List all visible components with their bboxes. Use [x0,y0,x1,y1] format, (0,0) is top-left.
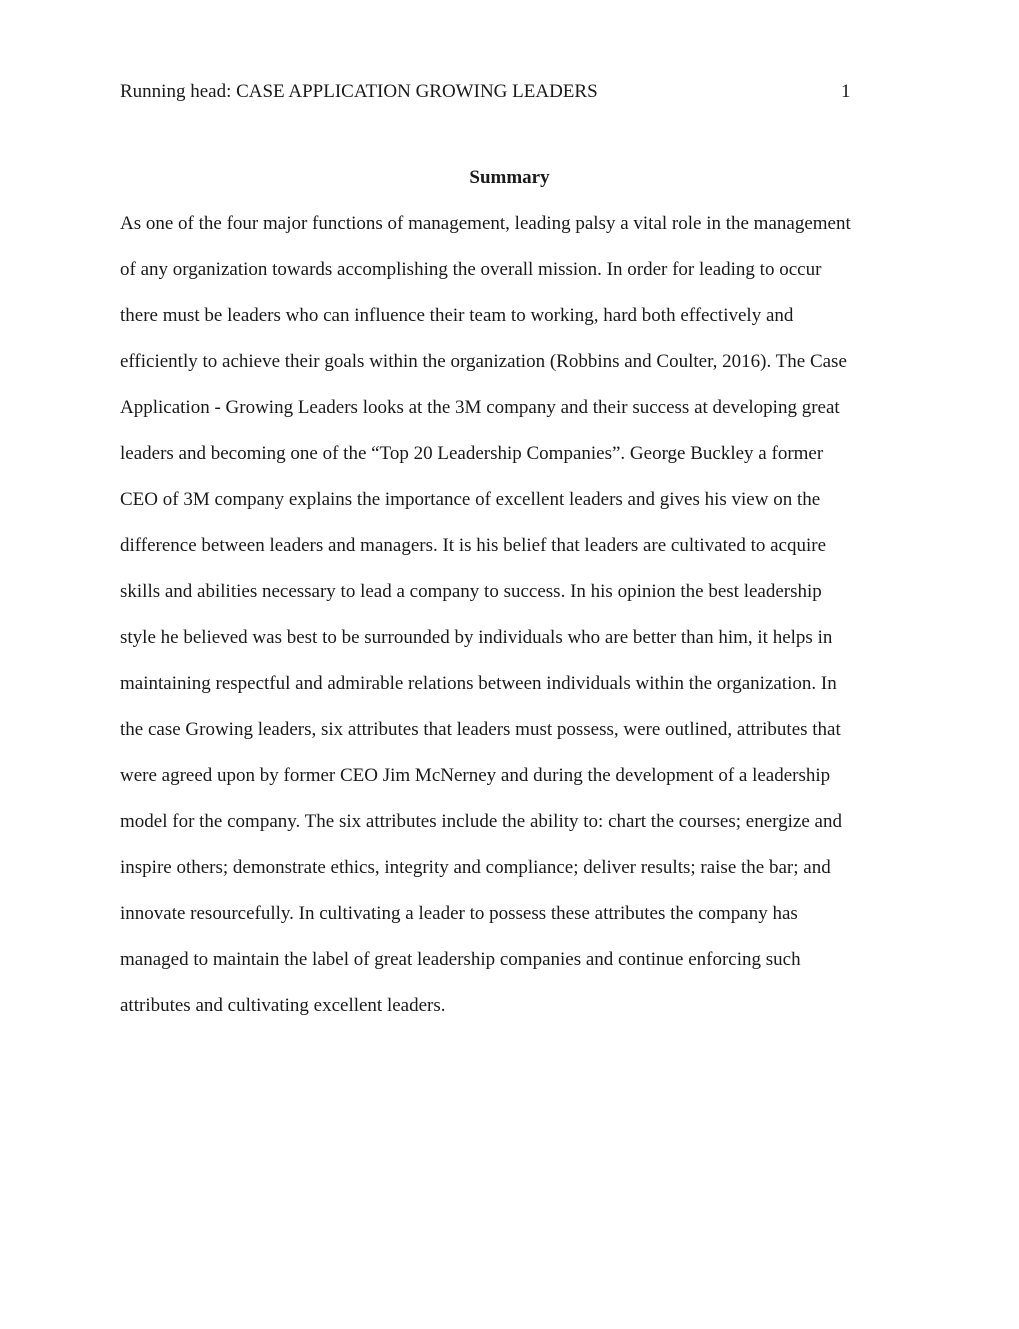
paragraph-line: the case Growing leaders, six attributes that leaders must possess, were outlined, attributes that [120,719,841,740]
page-number: 1 [841,81,851,102]
paragraph-line: style he believed was best to be surrounded by individuals who are better than him, it helps in [120,627,833,648]
running-head: Running head: CASE APPLICATION GROWING LEADERS [120,81,598,102]
paragraph-line: difference between leaders and managers. It is his belief that leaders are cultivated to acquire [120,535,827,556]
paragraph-line: of any organization towards accomplishing the overall mission. In order for leading to occur [120,259,822,280]
paragraph-line: CEO of 3M company explains the importance of excellent leaders and gives his view on the [120,489,821,510]
section-title: Summary [469,167,550,188]
paragraph-line: model for the company. The six attributes include the ability to: chart the courses; energize and [120,811,842,832]
paragraph-line: inspire others; demonstrate ethics, integrity and compliance; deliver results; raise the bar; and [120,857,831,878]
paragraph-line: there must be leaders who can influence their team to working, hard both effectively and [120,305,794,326]
body-paragraph [120,208,851,1036]
paragraph-line: were agreed upon by former CEO Jim McNerney and during the development of a leadership [120,765,831,786]
paragraph-line: leaders and becoming one of the “Top 20 Leadership Companies”. George Buckley a former [120,443,824,464]
paragraph-line: skills and abilities necessary to lead a company to success. In his opinion the best leadership [120,581,822,602]
paragraph-line: maintaining respectful and admirable relations between individuals within the organization. In [120,673,837,694]
paragraph-line: innovate resourcefully. In cultivating a leader to possess these attributes the company has [120,903,798,924]
paragraph-line: attributes and cultivating excellent leaders. [120,995,446,1016]
paragraph-line: managed to maintain the label of great leadership companies and continue enforcing such [120,949,801,970]
paragraph-line: As one of the four major functions of management, leading palsy a vital role in the management [120,213,851,234]
paragraph-line: Application - Growing Leaders looks at the 3M company and their success at developing great [120,397,840,418]
paragraph-line: efficiently to achieve their goals within the organization (Robbins and Coulter, 2016). The Case [120,351,847,372]
